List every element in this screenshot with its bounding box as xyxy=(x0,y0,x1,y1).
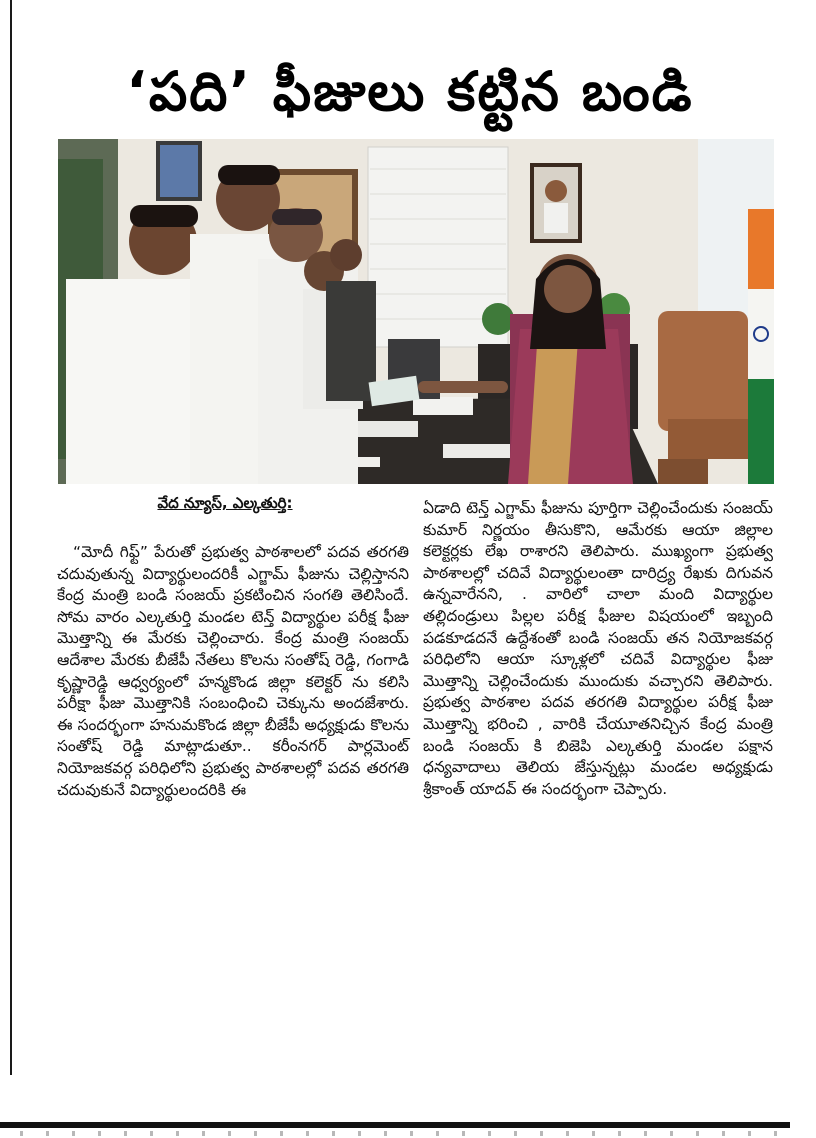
headline: ‘పది’ ఫీజులు కట్టిన బండి xyxy=(126,59,694,123)
left-column-rule xyxy=(10,0,12,1075)
bottom-rule xyxy=(0,1122,790,1128)
article-paragraph-right: ఏడాది టెన్త్ ఎగ్జామ్ ఫీజును పూర్తిగా చెల్లించేందుకు సంజయ్ కుమార్ నిర్ణయం తీసుకొని, ఆమేరకు ఆయా జిల్లాల కలెక్టర్లకు లేఖ రాశారని తెలిపారు. ముఖ్యంగా ప్రభుత్వ పాఠశాలల్లో చదివే విద్యార్థులంతా దారిద్ర్య రేఖకు దిగువన ఉన్నవారేనని, . వారిలో చాలా మంది విద్యార్థుల తల్లిదండ్రులు పిల్లల పరీక్ష ఫీజుల విషయంలో ఇబ్బంది పడకూడదనే ఉద్దేశంతో బండి సంజయ్ తన నియోజకవర్గ పరిధిలోని ఆయా స్కూళ్లలో చదివే విద్యార్థుల ఫీజు మొత్తాన్ని చెల్లించేందుకు ముందుకు వచ్చారని తెలిపారు. ప్రభుత్వ పాఠశాల పదవ తరగతి విద్యార్థుల పరీక్ష ఫీజు మొత్తాన్ని భరించి , వారికి చేయూతనిచ్చిన కేంద్ర మంత్రి బండి సంజయ్ కి బిజెపి ఎల్కతుర్తి మండల పక్షాన ధన్యవాదాలు తెలియ జేస్తున్నట్లు మండల అధ్యక్షుడు శ్రీకాంత్ యాదవ్ ఈ సందర్భంగా చెప్పారు. xyxy=(423,499,773,798)
bottom-page-edge xyxy=(20,1131,780,1136)
article-column-right xyxy=(423,498,773,800)
article-column-left xyxy=(57,542,409,801)
photo-illustration xyxy=(58,139,774,484)
dateline: వేద న్యూస్, ఎల్కతుర్తి: xyxy=(157,494,293,512)
article-paragraph-left: “మోదీ గిఫ్ట్” పేరుతో ప్రభుత్వ పాఠశాలలో పదవ తరగతి చదువుతున్న విద్యార్థులందరికీ ఎగ్జామ్ ఫీజును చెల్లిస్తానని కేంద్ర మంత్రి బండి సంజయ్ ప్రకటించిన సంగతి తెలిసిందే. సోమ వారం ఎల్కతుర్తి మండల టెన్త్ విద్యార్థుల పరీక్ష ఫీజు మొత్తాన్ని ఈ మేరకు చెల్లించారు. కేంద్ర మంత్రి సంజయ్ ఆదేశాల మేరకు బీజేపీ నేతలు కొలను సంతోష్ రెడ్డి, గంగాడి కృష్ణారెడ్డి ఆధ్వర్యంలో హన్మకొండ జిల్లా కలెక్టర్ ను కలిసి పరీక్షా ఫీజు మొత్తానికి సంబంధించి చెక్కును అందజేశారు. ఈ సందర్భంగా హనుమకొండ జిల్లా బీజేపీ అధ్యక్షుడు కొలను సంతోష్ రెడ్డి మాట్లాడుతూ.. కరీంనగర్ పార్లమెంట్ నియోజకవర్గ పరిధిలోని ప్రభుత్వ పాఠశాలల్లో పదవ తరగతి చదువుకునే విద్యార్థులందరికి ఈ xyxy=(57,543,409,799)
news-photo xyxy=(58,139,774,484)
